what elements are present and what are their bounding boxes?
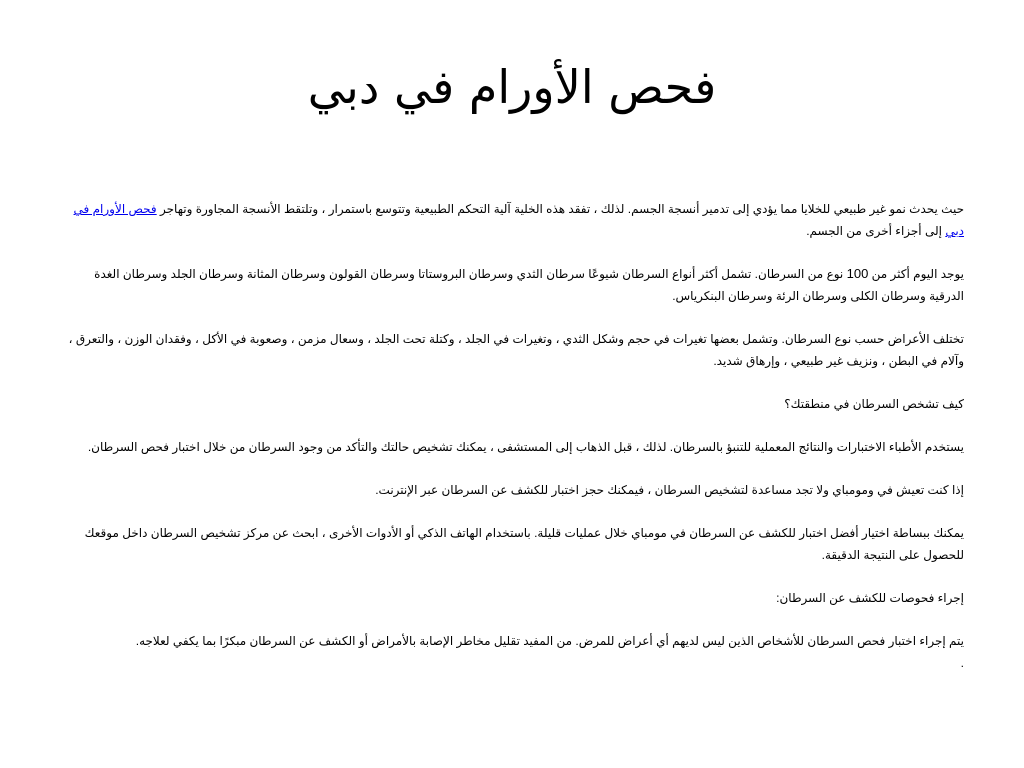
- paragraph-cancer-types-tail: نوع من السرطان. تشمل أكثر أنواع السرطان شيوعًا سرطان الثدي وسرطان البروستاتا وسرطان القولون وسرطان المثانة وسرطان الجلد وسرطان الغدة الدرقية وسرطان الكلى وسرطان الرئة وسرطان البنكرياس.: [94, 267, 964, 303]
- content-body: [62, 198, 964, 674]
- paragraph-choose-test: يمكنك ببساطة اختيار أفضل اختبار للكشف عن السرطان في مومباي خلال عمليات قليلة. باستخدام الهاتف الذكي أو الأدوات الأخرى ، ابحث عن مركز تشخيص السرطان داخل موقعك للحصول على النتيجة الدقيقة.: [84, 526, 964, 562]
- paragraph-intro: [62, 198, 964, 242]
- paragraph-screening-heading: إجراء فحوصات للكشف عن السرطان:: [776, 591, 964, 605]
- paragraph-intro-text: حيث يحدث نمو غير طبيعي للخلايا مما يؤدي إلى تدمير أنسجة الجسم. لذلك ، تفقد هذه الخلية آلية التحكم الطبيعية وتتوسع باستمرار ، وتلتقط الأنسجة المجاورة وتهاجر: [156, 202, 964, 216]
- tumor-screening-dubai-link[interactable]: فحص الأورام في دبي: [73, 202, 964, 238]
- paragraph-online-booking: إذا كنت تعيش في ومومباي ولا تجد مساعدة لتشخيص السرطان ، فيمكنك حجز اختبار للكشف عن السرطان عبر الإنترنت.: [375, 483, 964, 497]
- paragraph-lab-tests: يستخدم الأطباء الاختبارات والنتائج المعملية للتنبؤ بالسرطان. لذلك ، قبل الذهاب إلى المستشفى ، يمكنك تشخيص حالتك والتأكد من وجود السرطان من خلال اختبار فحص السرطان.: [87, 440, 964, 454]
- paragraph-intro-tail: إلى أجزاء أخرى من الجسم.: [806, 224, 946, 238]
- paragraph-symptoms: تختلف الأعراض حسب نوع السرطان. وتشمل بعضها تغيرات في حجم وشكل الثدي ، وتغيرات في الجلد ، وكتلة تحت الجلد ، وسعال مزمن ، وصعوبة في الأكل ، وفقدان الوزن ، والتعرق ، وآلام في البطن ، ونزيف غير طبيعي ، وإرهاق شديد.: [68, 332, 964, 368]
- page-title: فحص الأورام في دبي: [307, 60, 717, 114]
- paragraph-end-dot: .: [960, 656, 964, 670]
- paragraph-cancer-types: [62, 263, 964, 307]
- paragraph-screening-info: يتم إجراء اختبار فحص السرطان للأشخاص الذين ليس لديهم أي أعراض للمرض. من المفيد تقليل مخاطر الإصابة بالأمراض أو الكشف عن السرطان مبكرًا بما يكفي لعلاجه.: [135, 634, 964, 648]
- cancer-types-count: 100: [846, 266, 869, 281]
- paragraph-diagnosis-question: كيف تشخص السرطان في منطقتك؟: [784, 397, 964, 411]
- paragraph-cancer-types-text: يوجد اليوم أكثر من: [868, 267, 964, 281]
